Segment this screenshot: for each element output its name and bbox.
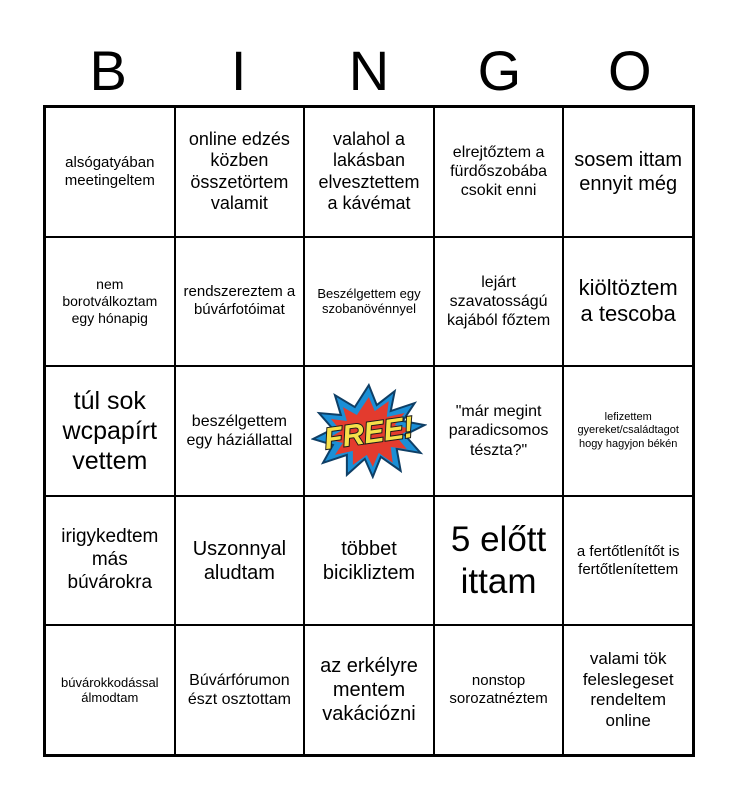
- cell-text: az erkélyre mentem vakációzni: [320, 655, 418, 726]
- cell-text: Beszélgettem egy szobanövénnyel: [317, 285, 421, 317]
- free-space-cell[interactable]: [304, 366, 434, 496]
- cell-text: online edzés közben összetörtem valamit: [188, 128, 290, 214]
- cell-text: irigykedtem más búvárokra: [61, 526, 159, 593]
- cell-text: sosem ittam ennyit még: [574, 148, 683, 195]
- bingo-cell[interactable]: [304, 237, 434, 367]
- header-letter-o: O: [608, 39, 652, 102]
- cell-text: Uszonnyal aludtam: [192, 537, 287, 584]
- cell-text: rendszereztem a búvárfotóimat: [183, 283, 296, 319]
- header-letter-g: G: [477, 39, 522, 102]
- bingo-cell[interactable]: [434, 625, 564, 755]
- bingo-cell[interactable]: [45, 107, 175, 237]
- svg-text:FREE!: FREE!: [322, 410, 416, 457]
- bingo-cell[interactable]: [304, 107, 434, 237]
- cell-text: a fertőtlenítőt is fertőtlenítettem: [576, 542, 680, 578]
- cell-text: búvárokkodással álmodtam: [61, 674, 159, 706]
- bingo-cell[interactable]: [563, 107, 693, 237]
- header-letter-i: I: [230, 39, 247, 102]
- bingo-cell[interactable]: [434, 366, 564, 496]
- cell-text: Búvárfórumon észt osztottam: [187, 672, 291, 709]
- cell-text: valami tök feleslegeset rendeltem online: [582, 649, 674, 730]
- cell-text: beszélgettem egy háziállattal: [186, 412, 293, 449]
- bingo-cell[interactable]: [563, 496, 693, 626]
- cell-text: többet bicikliztem: [322, 537, 416, 584]
- bingo-grid: [43, 105, 695, 757]
- bingo-cell[interactable]: [175, 625, 305, 755]
- bingo-cell[interactable]: [434, 107, 564, 237]
- bingo-cell[interactable]: [45, 496, 175, 626]
- cell-text: kiöltöztem a tescoba: [578, 275, 678, 327]
- cell-text: valahol a lakásban elvesztettem a kávémat: [318, 128, 420, 214]
- bingo-cell[interactable]: [563, 366, 693, 496]
- cell-text: nem borotválkoztam egy hónapig: [62, 276, 158, 326]
- cell-text: túl sok wcpapírt vettem: [62, 386, 158, 475]
- bingo-cell[interactable]: [45, 366, 175, 496]
- header-letter-b: B: [89, 39, 127, 102]
- bingo-cell[interactable]: [434, 237, 564, 367]
- cell-text: 5 előtt ittam: [450, 519, 547, 601]
- cell-text: elrejtőztem a fürdőszobába csokit enni: [450, 144, 548, 200]
- bingo-cell[interactable]: [563, 625, 693, 755]
- cell-text: nonstop sorozatnéztem: [449, 672, 548, 708]
- bingo-cell[interactable]: [563, 237, 693, 367]
- cell-text: lejárt szavatosságú kajából főztem: [447, 273, 551, 329]
- cell-text: lefizettem gyereket/családtagot hogy hagyjon békén: [577, 411, 679, 450]
- bingo-header: [43, 38, 695, 104]
- cell-text: alsógatyában meetingeltem: [64, 153, 155, 189]
- bingo-cell[interactable]: [434, 496, 564, 626]
- bingo-cell[interactable]: [175, 237, 305, 367]
- free-logo: [311, 383, 427, 479]
- cell-text: "már megint paradicsomos tészta?": [448, 403, 549, 459]
- bingo-cell[interactable]: [175, 496, 305, 626]
- header-letter-n: N: [348, 39, 390, 102]
- bingo-cell[interactable]: [175, 107, 305, 237]
- bingo-cell[interactable]: [304, 625, 434, 755]
- bingo-cell[interactable]: [45, 625, 175, 755]
- bingo-cell[interactable]: [45, 237, 175, 367]
- bingo-cell[interactable]: [304, 496, 434, 626]
- bingo-cell[interactable]: [175, 366, 305, 496]
